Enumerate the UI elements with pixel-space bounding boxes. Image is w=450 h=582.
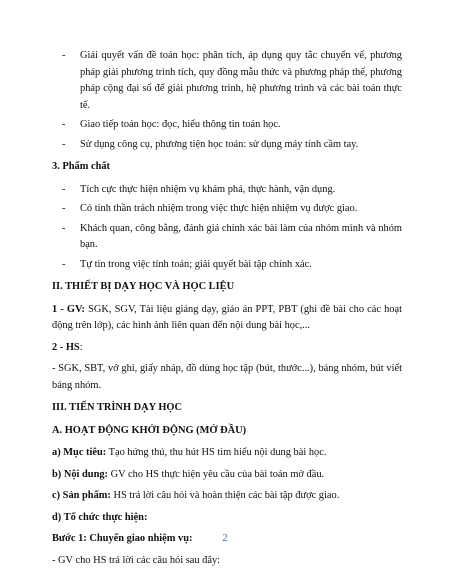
product-text: HS trả lời câu hỏi và hoàn thiện các bài tập được giao. xyxy=(110,490,340,501)
list-item xyxy=(52,137,402,154)
student-label: 2 - HS xyxy=(52,341,80,353)
page-number: 2 xyxy=(222,532,228,544)
section-heading-equipment: II. THIẾT BỊ DẠY HỌC VÀ HỌC LIỆU xyxy=(52,281,235,292)
bullet-mark: - xyxy=(62,50,66,61)
document-page xyxy=(52,48,402,574)
content-text: GV cho HS thực hiện yêu cầu của bài toán mở đầu. xyxy=(108,468,325,480)
list-item-text: Có tinh thần trách nhiệm trong việc thực hiện nhiệm vụ được giao. xyxy=(80,203,358,214)
bullet-mark: - xyxy=(62,203,66,214)
list-item xyxy=(52,117,402,134)
teacher-materials xyxy=(52,302,402,335)
bullet-mark: - xyxy=(62,183,66,195)
content-line xyxy=(52,467,402,484)
objective-label: a) Mục tiêu: xyxy=(52,447,107,458)
step1-label: Bước 1: Chuyển giao nhiệm vụ: xyxy=(52,533,193,544)
list-item-text: Tích cực thực hiện nhiệm vụ khám phá, thực hành, vận dụng. xyxy=(80,183,336,195)
product-line xyxy=(52,488,402,505)
section-heading-qualities: 3. Phẩm chất xyxy=(52,161,111,172)
bullet-mark: - xyxy=(62,258,66,270)
list-item-text: Khách quan, công bằng, đánh giá chính xác bài làm của nhóm mình và nhóm bạn. xyxy=(80,222,402,250)
student-materials-text: - SGK, SBT, vở ghi, giấy nháp, đồ dùng học tập (bút, thước...), bảng nhóm, bút viết bảng nhóm. xyxy=(52,363,402,391)
list-item-text: Sử dụng công cụ, phương tiện học toán: sử dụng máy tính cầm tay. xyxy=(80,138,359,150)
objective-line xyxy=(52,445,402,462)
bullet-mark: - xyxy=(62,138,66,150)
list-item xyxy=(52,221,402,254)
student-label-line xyxy=(52,340,402,357)
teacher-materials-text: SGK, SGV, Tài liệu giảng dạy, giáo án PPT, PBT (ghi đề bài cho các hoạt động trên lớp), các hình ảnh liên quan đến nội dung bài học,... xyxy=(52,303,403,331)
section-heading-process: III. TIẾN TRÌNH DẠY HỌC xyxy=(52,402,183,413)
activity-heading: A. HOẠT ĐỘNG KHỞI ĐỘNG (MỞ ĐẦU) xyxy=(52,424,247,436)
student-label-colon: : xyxy=(79,341,83,353)
step1-text: - GV cho HS trả lời các câu hỏi sau đây: xyxy=(52,554,221,566)
list-item-text: Giải quyết vấn đề toán học: phân tích, áp dụng quy tắc chuyển vế, phương pháp giải phương trình tích, quy đồng mẫu thức và phương pháp thế, phương pháp cộng đại số để giải phương trình, hệ phương trình và các bài toán thực tế. xyxy=(80,50,402,111)
bullet-mark: - xyxy=(62,119,66,130)
product-label: c) Sản phẩm: xyxy=(52,490,111,501)
list-item xyxy=(52,201,402,218)
content-label: b) Nội dung: xyxy=(52,468,109,480)
bullet-mark: - xyxy=(62,222,66,234)
list-item xyxy=(52,182,402,199)
list-item xyxy=(52,48,402,114)
organization-label: d) Tổ chức thực hiện: xyxy=(52,511,148,523)
objective-text: Tạo hứng thú, thu hút HS tìm hiểu nội dung bài học. xyxy=(106,447,327,458)
list-item-text: Giao tiếp toán học: đọc, hiểu thông tin toán học. xyxy=(80,119,281,130)
teacher-label: 1 - GV: xyxy=(52,303,86,315)
list-item xyxy=(52,257,402,274)
list-item-text: Tự tin trong việc tính toán; giải quyết bài tập chính xác. xyxy=(80,258,312,270)
